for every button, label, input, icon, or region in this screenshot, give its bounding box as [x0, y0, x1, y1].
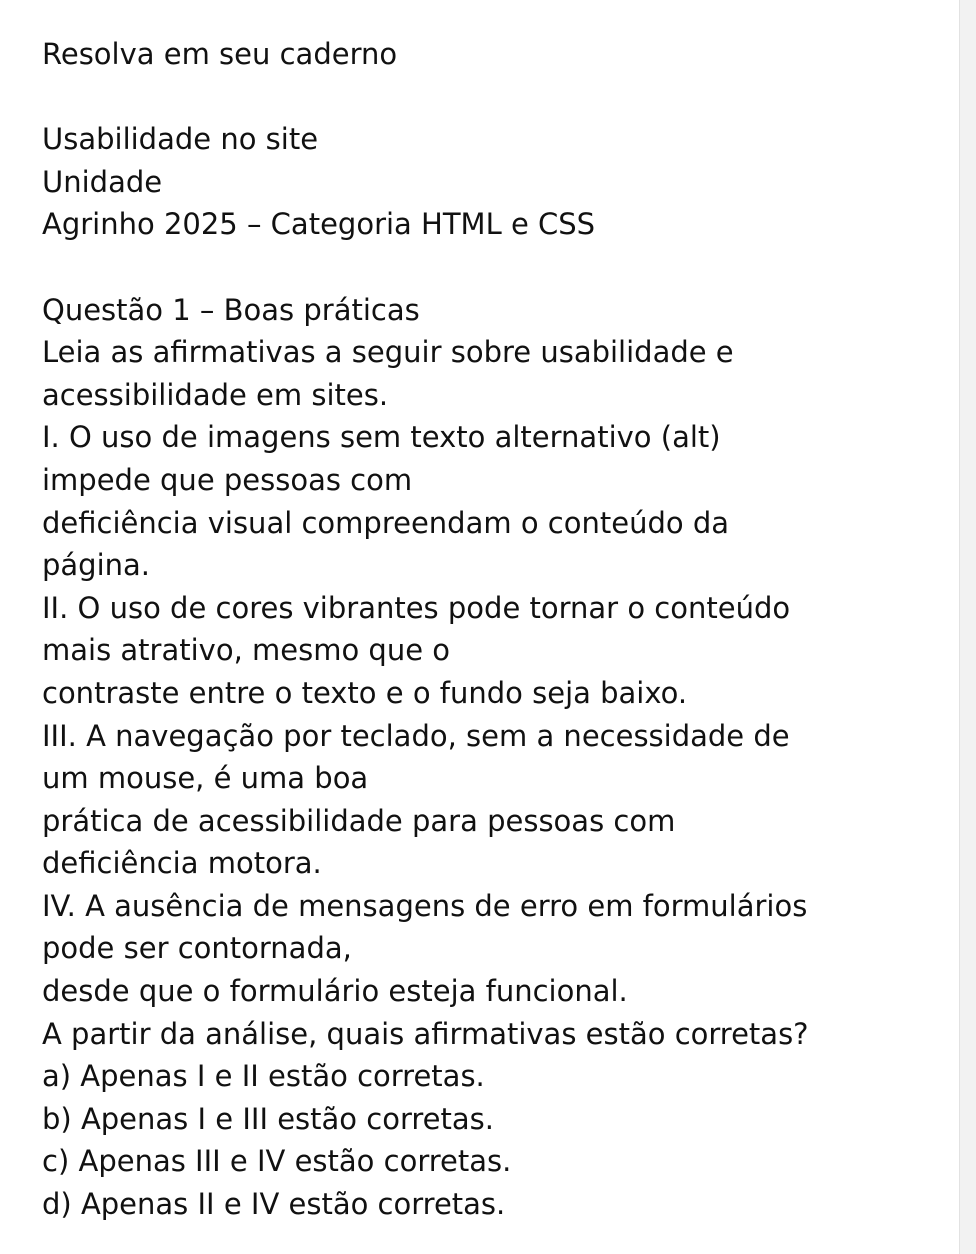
- unit-label: Unidade: [42, 164, 163, 199]
- statement-line: I. O uso de imagens sem texto alternativo (alt): [42, 420, 721, 455]
- question-title: Questão 1 – Boas práticas: [42, 292, 420, 327]
- topic-title: Usabilidade no site: [42, 122, 319, 157]
- statement-line: deficiência motora.: [42, 846, 322, 881]
- statement-iv: [42, 885, 959, 1013]
- spacer: [42, 76, 959, 119]
- question-prompt-line: acessibilidade em sites.: [42, 377, 389, 412]
- statement-ii: [42, 587, 959, 715]
- instruction-text: Resolva em seu caderno: [42, 37, 398, 71]
- statement-line: um mouse, é uma boa: [42, 761, 369, 796]
- answer-options: [42, 1055, 959, 1225]
- statement-i: [42, 416, 959, 586]
- statement-line: deficiência visual compreendam o conteúdo da: [42, 505, 729, 540]
- option-b: b) Apenas I e III estão corretas.: [42, 1101, 494, 1136]
- spacer: [42, 246, 959, 289]
- question-ask: A partir da análise, quais afirmativas estão corretas?: [42, 1016, 809, 1051]
- statement-line: impede que pessoas com: [42, 462, 413, 497]
- statement-line: desde que o formulário esteja funcional.: [42, 974, 628, 1009]
- statement-line: contraste entre o texto e o fundo seja baixo.: [42, 675, 688, 710]
- contest-label: Agrinho 2025 – Categoria HTML e CSS: [42, 207, 596, 242]
- statement-line: pode ser contornada,: [42, 931, 352, 966]
- option-a: a) Apenas I e II estão corretas.: [42, 1059, 485, 1094]
- statement-line: IV. A ausência de mensagens de erro em formulários: [42, 888, 808, 923]
- statement-line: II. O uso de cores vibrantes pode tornar o conteúdo: [42, 590, 791, 625]
- statement-iii: [42, 715, 959, 885]
- statement-line: mais atrativo, mesmo que o: [42, 633, 451, 668]
- question-prompt-line: Leia as afirmativas a seguir sobre usabilidade e: [42, 335, 734, 370]
- statement-line: página.: [42, 548, 151, 583]
- option-d: d) Apenas II e IV estão corretas.: [42, 1187, 506, 1222]
- statement-line: prática de acessibilidade para pessoas com: [42, 803, 676, 838]
- statement-line: III. A navegação por teclado, sem a necessidade de: [42, 718, 790, 753]
- option-c: c) Apenas III e IV estão corretas.: [42, 1144, 512, 1179]
